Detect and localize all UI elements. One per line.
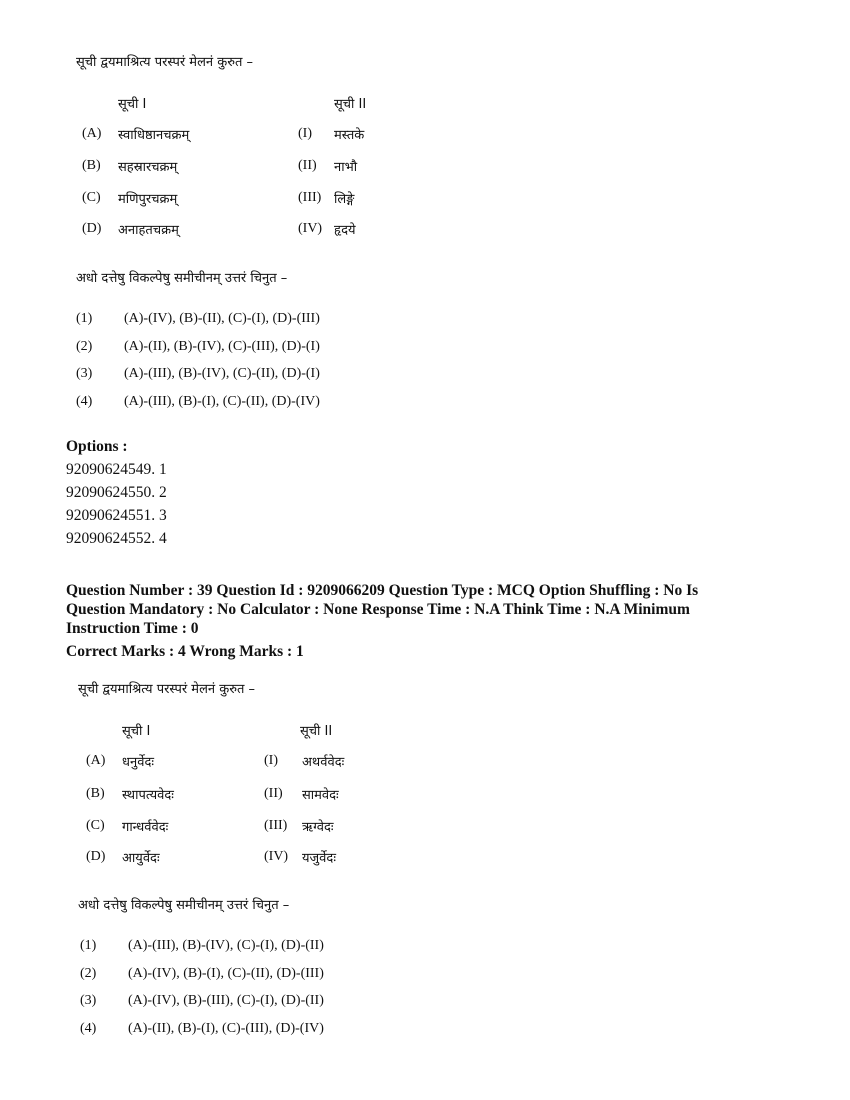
q1-prompt: अधो दत्तेषु विकल्पेषु समीचीनम् उत्तरं चिनुत – xyxy=(76,271,288,286)
q2-list1-label: (A) xyxy=(86,753,106,768)
q1-list2-item: लिङ्गे xyxy=(334,192,355,207)
question-meta-line: Instruction Time : 0 xyxy=(66,620,199,637)
q2-choice-number: (2) xyxy=(80,966,97,981)
q1-list2-label: (III) xyxy=(298,190,322,205)
q1-list1-header: सूची I xyxy=(118,97,147,112)
q1-list1-item: स्वाधिष्ठानचक्रम् xyxy=(118,128,190,143)
question-meta-line: Question Number : 39 Question Id : 9209066209 Question Type : MCQ Option Shuffling : No Is xyxy=(66,582,699,599)
q1-list1-label: (D) xyxy=(82,221,102,236)
q1-list2-item: नाभौ xyxy=(334,160,358,175)
q2-list2-label: (II) xyxy=(264,786,283,801)
q1-instruction: सूची द्वयमाश्रित्य परस्परं मेलनं कुरुत – xyxy=(76,55,254,70)
q2-list2-header: सूची II xyxy=(300,724,333,739)
q2-list2-item: सामवेदः xyxy=(302,788,339,803)
q1-choice-text: (A)-(IV), (B)-(II), (C)-(I), (D)-(III) xyxy=(124,311,320,326)
q2-choice-number: (1) xyxy=(80,938,97,953)
options-heading: Options : xyxy=(66,438,128,455)
q2-choice-text: (A)-(III), (B)-(IV), (C)-(I), (D)-(II) xyxy=(128,938,324,953)
q1-choice-text: (A)-(II), (B)-(IV), (C)-(III), (D)-(I) xyxy=(124,339,320,354)
q2-list2-item: अथर्ववेदः xyxy=(302,755,345,770)
q1-list2-label: (I) xyxy=(298,126,312,141)
q2-list2-label: (IV) xyxy=(264,849,289,864)
option-item: 92090624550. 2 xyxy=(66,484,167,501)
q1-choice-number: (2) xyxy=(76,339,93,354)
q2-choice-number: (3) xyxy=(80,993,97,1008)
q1-list2-item: मस्तके xyxy=(334,128,365,143)
question-marks: Correct Marks : 4 Wrong Marks : 1 xyxy=(66,643,304,660)
q2-list2-label: (III) xyxy=(264,818,288,833)
q2-instruction: सूची द्वयमाश्रित्य परस्परं मेलनं कुरुत – xyxy=(78,682,256,697)
q2-list1-item: धनुर्वेदः xyxy=(122,755,154,770)
q2-list2-item: यजुर्वेदः xyxy=(302,851,336,866)
q1-list1-item: अनाहतचक्रम् xyxy=(118,223,179,238)
q1-list1-item: सहस्रारचक्रम् xyxy=(118,160,178,175)
q2-list1-label: (C) xyxy=(86,818,105,833)
q1-choice-text: (A)-(III), (B)-(I), (C)-(II), (D)-(IV) xyxy=(124,394,320,409)
q1-list2-label: (IV) xyxy=(298,221,323,236)
q2-list1-label: (D) xyxy=(86,849,106,864)
q1-list2-label: (II) xyxy=(298,158,317,173)
q2-list2-item: ऋग्वेदः xyxy=(302,820,334,835)
option-item: 92090624551. 3 xyxy=(66,507,167,524)
q2-choice-text: (A)-(II), (B)-(I), (C)-(III), (D)-(IV) xyxy=(128,1021,324,1036)
q1-choice-number: (3) xyxy=(76,366,93,381)
option-item: 92090624552. 4 xyxy=(66,530,167,547)
q2-list2-label: (I) xyxy=(264,753,278,768)
q1-list1-label: (A) xyxy=(82,126,102,141)
q1-choice-number: (1) xyxy=(76,311,93,326)
q2-list1-item: आयुर्वेदः xyxy=(122,851,160,866)
q2-choice-number: (4) xyxy=(80,1021,97,1036)
q1-list2-item: हृदये xyxy=(334,223,356,238)
q1-list1-label: (C) xyxy=(82,190,101,205)
q2-choice-text: (A)-(IV), (B)-(III), (C)-(I), (D)-(II) xyxy=(128,993,324,1008)
q2-list1-item: गान्धर्ववेदः xyxy=(122,820,169,835)
q2-list1-header: सूची I xyxy=(122,724,151,739)
q1-list2-header: सूची II xyxy=(334,97,367,112)
q2-choice-text: (A)-(IV), (B)-(I), (C)-(II), (D)-(III) xyxy=(128,966,324,981)
q1-list1-label: (B) xyxy=(82,158,101,173)
q2-list1-item: स्थापत्यवेदः xyxy=(122,788,174,803)
q1-list1-item: मणिपुरचक्रम् xyxy=(118,192,178,207)
option-item: 92090624549. 1 xyxy=(66,461,167,478)
q2-list1-label: (B) xyxy=(86,786,105,801)
q1-choice-text: (A)-(III), (B)-(IV), (C)-(II), (D)-(I) xyxy=(124,366,320,381)
q1-choice-number: (4) xyxy=(76,394,93,409)
q2-prompt: अधो दत्तेषु विकल्पेषु समीचीनम् उत्तरं चिनुत – xyxy=(78,898,290,913)
question-meta-line: Question Mandatory : No Calculator : None Response Time : N.A Think Time : N.A Minimum xyxy=(66,601,690,618)
